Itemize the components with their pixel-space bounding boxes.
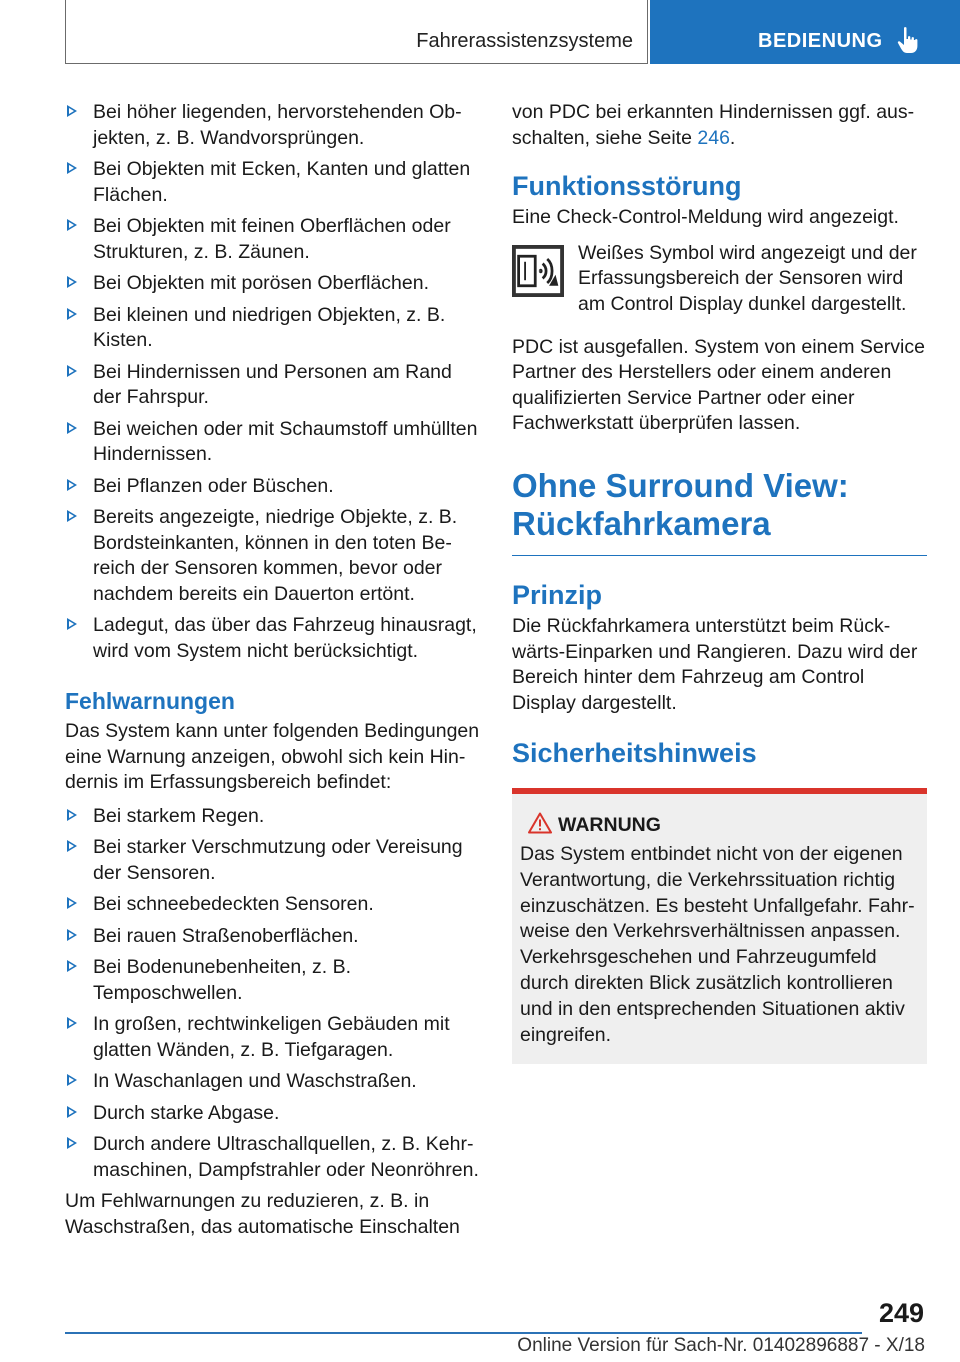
false-warnings-closing: Um Fehlwarnungen zu reduzieren, z. B. in Waschstraßen, das automatische Einschalten	[65, 1190, 460, 1238]
false-warnings-heading: Fehlwarnungen	[65, 688, 235, 714]
right-column	[512, 100, 927, 1064]
triangle-bullet-icon	[67, 897, 77, 909]
list-item: Bei starker Verschmutzung oder Vereisung der Sensoren.	[65, 835, 480, 886]
pointing-hand-icon	[896, 26, 920, 54]
list-item: Ladegut, das über das Fahrzeug hinausragt, wird vom System nicht berücksichtigt.	[65, 613, 480, 664]
triangle-bullet-icon	[67, 422, 77, 434]
false-warnings-intro: Das System kann unter folgenden Bedingungen eine Warnung anzeigen, obwohl sich kein Hindernis im Erfassungsbereich befindet:	[65, 720, 480, 793]
triangle-bullet-icon	[67, 510, 77, 522]
list-item: Bei Objekten mit feinen Oberflächen oder Strukturen, z. B. Zäunen.	[65, 214, 480, 265]
pdc-symbol-row	[512, 241, 927, 331]
malfunction-text: Eine Check-Control-Meldung wird angezeigt.	[512, 206, 899, 228]
list-item: Bei weichen oder mit Schaumstoff umhüllten Hindernissen.	[65, 417, 480, 468]
header-section-tab	[65, 0, 648, 64]
triangle-bullet-icon	[67, 618, 77, 630]
continuation-paragraph: von PDC bei erkannten Hindernissen ggf. ausschalten, siehe Seite 246.	[512, 101, 915, 149]
list-item: Bei Objekten mit Ecken, Kanten und glatten Flächen.	[65, 157, 480, 208]
triangle-bullet-icon	[67, 219, 77, 231]
list-item: Bei höher liegenden, hervorstehenden Objekten, z. B. Wandvorsprüngen.	[65, 100, 480, 151]
chapter-title-line-2: Rückfahrkamera	[512, 504, 771, 542]
chapter-title-line-1: Ohne Surround View:	[512, 466, 849, 504]
page-reference-link[interactable]: 246	[697, 126, 730, 149]
warning-header	[520, 812, 919, 838]
triangle-bullet-icon	[67, 105, 77, 117]
triangle-bullet-icon	[67, 1074, 77, 1086]
symbol-description: Weißes Symbol wird angezeigt und der Erfassungsbereich der Sensoren wird am Control Display dunkel dargestellt.	[578, 241, 917, 315]
list-item: Durch andere Ultraschallquellen, z. B. Kehrmaschinen, Dampfstrahler oder Neonröhren.	[65, 1132, 480, 1183]
triangle-bullet-icon	[67, 1106, 77, 1118]
triangle-bullet-icon	[67, 162, 77, 174]
header-section-title: Fahrerassistenzsysteme	[416, 30, 633, 52]
list-item: Bei kleinen und niedrigen Objekten, z. B. Kisten.	[65, 303, 480, 354]
pdc-failure-text: PDC ist ausgefallen. System von einem Service Partner des Herstellers oder einem anderen qualifizierten Service Partner oder einer Fachwerkstatt überprüfen lassen.	[512, 335, 925, 434]
list-item: In großen, rechtwinkeligen Gebäuden mit glatten Wänden, z. B. Tiefgaragen.	[65, 1012, 480, 1063]
triangle-bullet-icon	[67, 1017, 77, 1029]
list-item: Bereits angezeigte, niedrige Objekte, z. B. Bordsteinkanten, können in den toten Bereich der Sensoren kommen, bevor oder nachdem bereits ein Dauerton ertönt.	[65, 505, 480, 607]
online-version-text: Online Version für Sach-Nr. 01402896887 - X/18	[517, 1335, 925, 1356]
triangle-bullet-icon	[67, 929, 77, 941]
triangle-bullet-icon	[67, 308, 77, 320]
pdc-sensor-symbol-icon	[512, 245, 564, 297]
footer-divider	[65, 1332, 862, 1334]
left-column	[65, 100, 480, 1240]
triangle-bullet-icon	[67, 276, 77, 288]
list-item: In Waschanlagen und Waschstraßen.	[65, 1069, 480, 1095]
triangle-bullet-icon	[67, 840, 77, 852]
list-item: Bei starkem Regen.	[65, 804, 480, 830]
list-item: Durch starke Abgase.	[65, 1101, 480, 1127]
safety-heading: Sicherheitshinweis	[512, 738, 757, 768]
warning-text: Das System entbindet nicht von der eigenen Verantwortung, die Verkehrssituation richtig einzuschätzen. Es besteht Unfallgefahr. Fahrweise den Verkehrsverhältnissen anpassen. Verkehrsgeschehen und Fahrzeugumfeld durch direkten Blick zusätzlich kontrollieren und in den entsprechenden Situationen aktiv eingreifen.	[520, 843, 915, 1046]
malfunction-heading: Funktionsstörung	[512, 171, 742, 201]
list-item: Bei Bodenunebenheiten, z. B. Temposchwellen.	[65, 955, 480, 1006]
list-item: Bei schneebedeckten Sensoren.	[65, 892, 480, 918]
header-chapter-tab	[650, 0, 960, 64]
triangle-bullet-icon	[67, 960, 77, 972]
list-item: Bei rauen Straßenoberflächen.	[65, 924, 480, 950]
principle-text: Die Rückfahrkamera unterstützt beim Rückwärts-Einparken und Rangieren. Dazu wird der Bereich hinter dem Fahrzeug am Control Display dargestellt.	[512, 615, 918, 714]
triangle-bullet-icon	[67, 479, 77, 491]
triangle-bullet-icon	[67, 365, 77, 377]
header-chapter-title: BEDIENUNG	[758, 30, 883, 52]
warning-box	[512, 788, 927, 1064]
triangle-bullet-icon	[67, 1137, 77, 1149]
page-number: 249	[878, 1298, 924, 1328]
list-item: Bei Pflanzen oder Büschen.	[65, 474, 480, 500]
principle-heading: Prinzip	[512, 580, 603, 610]
list-item: Bei Hindernissen und Personen am Rand der Fahrspur.	[65, 360, 480, 411]
warning-label: WARNUNG	[558, 814, 661, 836]
warning-triangle-icon	[528, 812, 552, 834]
triangle-bullet-icon	[67, 809, 77, 821]
chapter-title	[512, 467, 927, 543]
list-item: Bei Objekten mit porösen Oberflächen.	[65, 271, 480, 297]
limitations-list	[65, 100, 480, 664]
title-divider	[512, 555, 927, 557]
false-warnings-list	[65, 804, 480, 1184]
